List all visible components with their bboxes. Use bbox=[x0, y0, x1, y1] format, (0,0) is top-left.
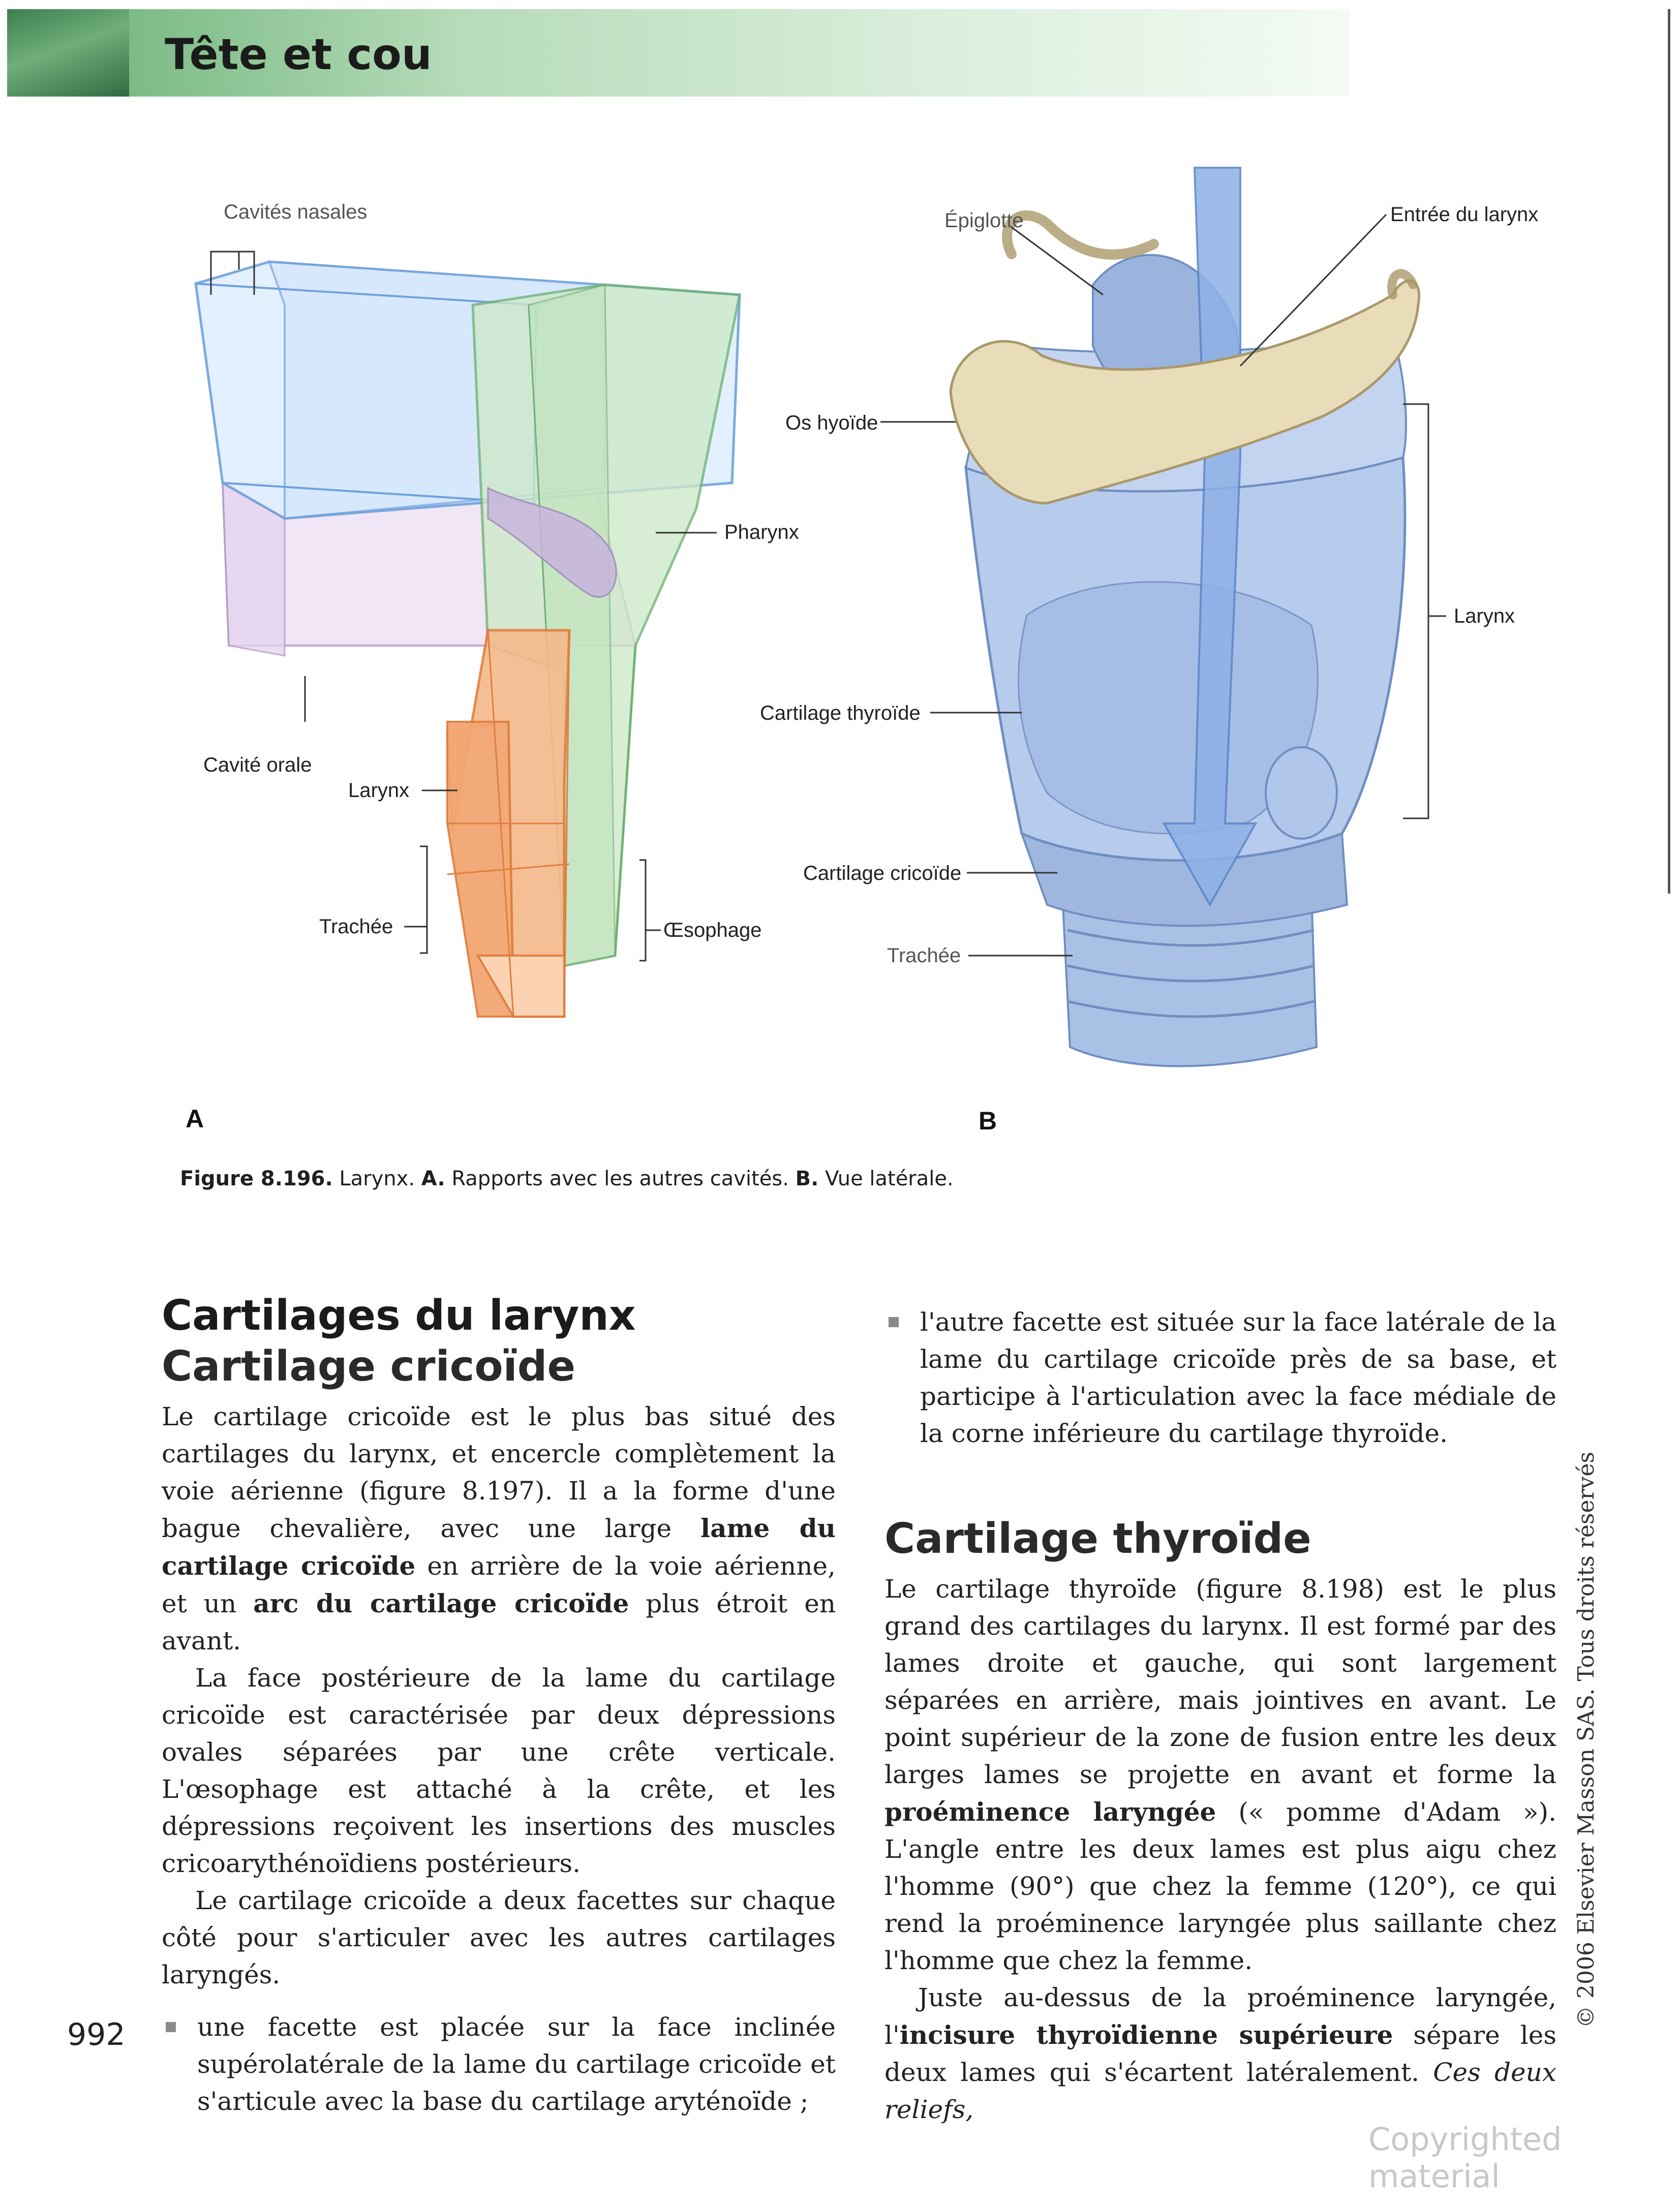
label-esophagus: Œsophage bbox=[663, 919, 762, 941]
label-trachea-b: Trachée bbox=[887, 944, 961, 967]
subheading-thyroid: Cartilage thyroïde bbox=[884, 1515, 1311, 1563]
caption-a-letter: A. bbox=[421, 1167, 445, 1190]
label-hyoid-bone: Os hyoïde bbox=[785, 412, 878, 434]
chapter-title: Tête et cou bbox=[165, 29, 432, 79]
panel-b-diagram bbox=[880, 168, 1446, 1066]
subheading-cricoid: Cartilage cricoïde bbox=[162, 1342, 576, 1391]
caption-b-text: Vue latérale. bbox=[825, 1167, 954, 1190]
caption-b-letter: B. bbox=[795, 1167, 819, 1190]
paragraph-thyroid-2: Juste au-dessus de la proéminence laryngée, l'incisure thyroïdienne supérieure sépare les deux lames qui s'écartent latéralement. Ces deux reliefs, bbox=[884, 1982, 1556, 2124]
label-thyroid-cartilage: Cartilage thyroïde bbox=[760, 702, 921, 724]
figure-caption bbox=[180, 1167, 954, 1190]
label-trachea-a: Trachée bbox=[319, 915, 393, 938]
label-nasal-cavities: Cavités nasales bbox=[224, 201, 368, 223]
copyright-watermark: Copyrighted material bbox=[1368, 2121, 1562, 2195]
facet-list-right bbox=[884, 1304, 1556, 1452]
label-larynx-a: Larynx bbox=[348, 779, 410, 802]
paragraph-thyroid-1: Le cartilage thyroïde (figure 8.198) est le plus grand des cartilages du larynx. Il est formé par des lames droite et gauche, qui sont largement séparées en arrière, mais jointives en avant. Le point supérieur de la zone de fusion entre les deux larges lames se projette en avant et forme la proéminence laryngée (« pomme d'Adam »). L'angle entre les deux lames est plus aigu chez l'homme (90°) que chez la femme (120°), ce qui rend la proéminence laryngée plus saillante chez l'homme que chez la femme. bbox=[884, 1574, 1556, 1975]
panel-a-diagram bbox=[196, 252, 740, 1017]
caption-number: Figure 8.196. bbox=[180, 1167, 333, 1190]
label-oral-cavity: Cavité orale bbox=[203, 754, 312, 776]
panel-letter-b: B bbox=[979, 1107, 997, 1135]
paragraph-cricoid-1: Le cartilage cricoïde est le plus bas situé des cartilages du larynx, et encercle complètement la voie aérienne (figure 8.197). Il a la forme d'une bague chevalière, avec une large lame du cartilage cricoïde en arrière de la voie aérienne, et un arc du cartilage cricoïde plus étroit en avant. bbox=[162, 1401, 836, 1656]
label-pharynx: Pharynx bbox=[724, 521, 799, 543]
label-larynx-b: Larynx bbox=[1454, 605, 1515, 627]
paragraph-cricoid-3: Le cartilage cricoïde a deux facettes sur chaque côté pour s'articuler avec les autres cartilages laryngés. bbox=[162, 1885, 836, 1989]
page-number: 992 bbox=[67, 2017, 126, 2053]
label-cricoid-cartilage: Cartilage cricoïde bbox=[803, 862, 962, 884]
list-item: une facette est placée sur la face inclinée supérolatérale de la lame du cartilage cricoïde et s'articule avec la base du cartilage aryténoïde ; bbox=[162, 2009, 836, 2120]
label-larynx-entry: Entrée du larynx bbox=[1390, 203, 1539, 226]
paragraph-cricoid-2: La face postérieure de la lame du cartilage cricoïde est caractérisée par deux dépressions ovales séparées par une crête verticale. L'œsophage est attaché à la crête, et les dépressions reçoivent les insertions des muscles cricoarythénoïdiens postérieurs. bbox=[162, 1663, 836, 1878]
section-heading: Cartilages du larynx bbox=[162, 1292, 636, 1340]
panel-letter-a: A bbox=[186, 1105, 204, 1133]
label-epiglottis: Épiglotte bbox=[944, 209, 1024, 232]
caption-a-text: Rapports avec les autres cavités. bbox=[451, 1167, 789, 1190]
left-column bbox=[162, 1291, 836, 2120]
copyright-notice: © 2006 Elsevier Masson SAS. Tous droits réservés bbox=[1573, 1451, 1599, 2028]
facet-list-left bbox=[162, 2009, 836, 2120]
list-item: l'autre facette est située sur la face latérale de la lame du cartilage cricoïde près de sa base, et participe à l'articulation avec la face médiale de la corne inférieure du cartilage thyroïde. bbox=[884, 1304, 1556, 1452]
caption-title: Larynx. bbox=[339, 1167, 415, 1190]
right-column bbox=[884, 1304, 1556, 2128]
